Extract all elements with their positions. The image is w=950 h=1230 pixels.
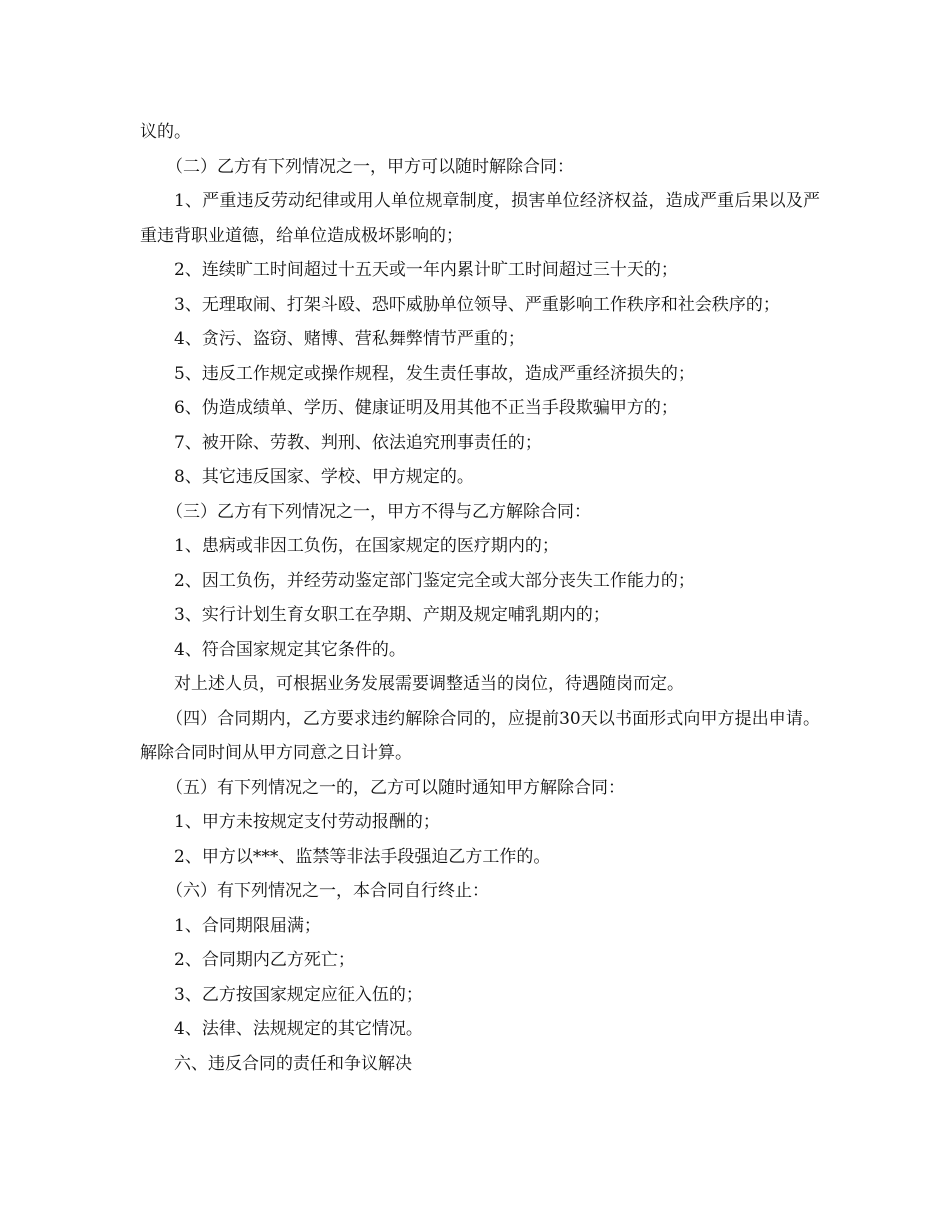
list-item: 1、合同期限届满；: [174, 915, 321, 936]
list-item: 2、甲方以***、监禁等非法手段强迫乙方工作的。: [174, 846, 551, 867]
list-item: 3、实行计划生育女职工在孕期、产期及规定哺乳期内的；: [174, 605, 610, 625]
section-heading-4: （四）合同期内，乙方要求违约解除合同的，应提前30天以书面形式向甲方提出申请。解除合同时间从甲方同意之日计算。: [140, 708, 820, 763]
list-item: 1、患病或非因工负伤，在国家规定的医疗期内的；: [174, 536, 559, 556]
list-item: 2、合同期内乙方死亡；: [174, 950, 355, 970]
document-body: [140, 115, 820, 1081]
paragraph-note: 对上述人员，可根据业务发展需要调整适当的岗位，待遇随岗而定。: [174, 674, 684, 694]
list-item: 6、伪造成绩单、学历、健康证明及用其他不正当手段欺骗甲方的；: [174, 398, 678, 418]
list-item: 5、违反工作规定或操作规程，发生责任事故，造成严重经济损失的；: [174, 363, 695, 384]
list-item: 1、甲方未按规定支付劳动报酬的；: [174, 812, 440, 832]
list-item: 7、被开除、劳教、判刑、依法追究刑事责任的；: [174, 432, 542, 453]
list-item: 3、无理取闹、打架斗殴、恐吓威胁单位领导、严重影响工作秩序和社会秩序的；: [174, 294, 780, 315]
paragraph-continuation: 议的。: [140, 122, 191, 142]
list-item: 4、法律、法规规定的其它情况。: [174, 1019, 423, 1039]
list-item: 2、因工负伤，并经劳动鉴定部门鉴定完全或大部分丧失工作能力的；: [174, 570, 695, 591]
list-item: 4、贪污、盗窃、赌博、营私舞弊情节严重的；: [174, 329, 525, 349]
chapter-heading: 六、违反合同的责任和争议解决: [174, 1053, 412, 1074]
section-heading-3: （三）乙方有下列情况之一，甲方不得与乙方解除合同：: [166, 501, 591, 522]
list-item: 3、乙方按国家规定应征入伍的；: [174, 984, 423, 1005]
section-heading-6: （六）有下列情况之一，本合同自行终止：: [166, 881, 489, 901]
list-item: 4、符合国家规定其它条件的。: [174, 639, 406, 660]
list-item: 2、连续旷工时间超过十五天或一年内累计旷工时间超过三十天的；: [174, 260, 678, 280]
section-heading-5: （五）有下列情况之一的，乙方可以随时通知甲方解除合同：: [166, 777, 625, 798]
list-item: 8、其它违反国家、学校、甲方规定的。: [174, 467, 474, 487]
section-heading-2: （二）乙方有下列情况之一，甲方可以随时解除合同：: [166, 156, 574, 177]
list-item: 1、严重违反劳动纪律或用人单位规章制度，损害单位经济权益，造成严重后果以及严重违背职业道德，给单位造成极坏影响的；: [140, 191, 820, 246]
